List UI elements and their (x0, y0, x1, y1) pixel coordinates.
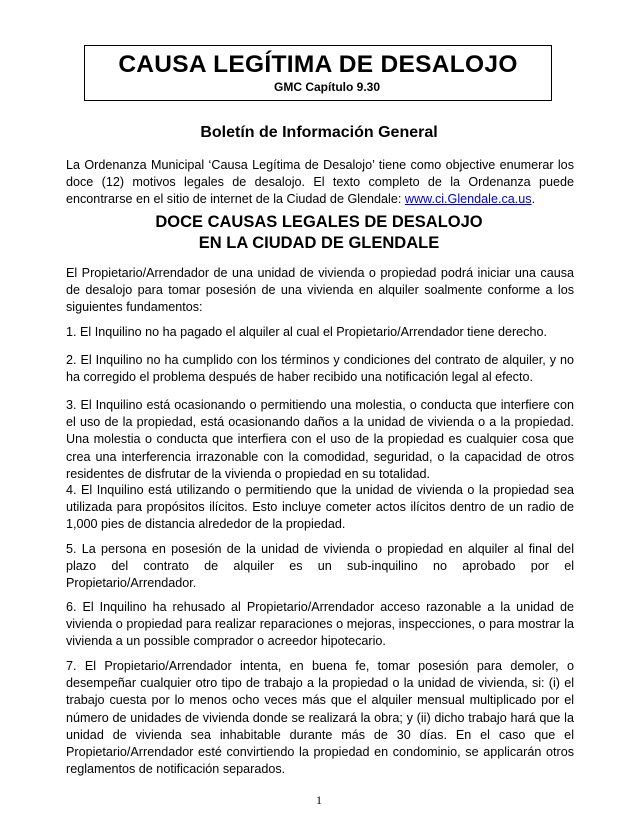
cause-item-6: 6. El Inquilino ha rehusado al Propietario/Arrendador acceso razonable a la unidad de vivienda o propiedad para realizar reparaciones o mejoras, inspecciones, o para mostrar la vivienda a un possible comprador o acreedor hipotecario. (66, 600, 574, 649)
intro-paragraph (66, 157, 574, 209)
page-number: 1 (316, 793, 322, 807)
section-heading-line-1: DOCE CAUSAS LEGALES DE DESALOJO (155, 213, 483, 231)
title-box (84, 45, 552, 101)
cause-item-5: 5. La persona en posesión de la unidad de vivienda o propiedad en alquiler al final del plazo del contrato de alquiler es un sub-inquilino no aprobado por el Propietario/Arrendador. (66, 542, 574, 591)
document-subtitle: GMC Capítulo 9.30 (273, 80, 380, 94)
cause-item-2: 2. El Inquilino no ha cumplido con los términos y condiciones del contrato de alquiler, y no ha corregido el problema después de haber recibido una notificación legal al efecto. (66, 353, 574, 385)
cause-item-7: 7. El Propietario/Arrendador intenta, en buena fe, tomar posesión para demoler, o desempeñar cualquier otro tipo de trabajo a la propiedad o la unidad de vivienda, si: (i) el trabajo cuesta por lo menos ocho veces más que el alquiler mensual multiplicado por el número de unidades de vivienda donde se realizará la obra; y (ii) dicho trabajo hará que la unidad de vivienda sea inhabitable durante más de 30 días. En el caso que el Propietario/Arrendador esté convirtiendo la propiedad en condominio, se applicarán otros reglamentos de notificación separados. (66, 659, 574, 777)
bulletin-title: Boletín de Información General (200, 124, 438, 141)
cause-item-4: 4. El Inquilino está utilizando o permitiendo que la unidad de vivienda o la propiedad sea utilizada para propósitos ilícitos. Esto incluye cometer actos ilícitos dentro de un radio de 1,000 pies de distancia alrededor de la propiedad. (66, 483, 574, 532)
cause-item-1: 1. El Inquilino no ha pagado el alquiler al cual el Propietario/Arrendador tiene derecho. (66, 325, 547, 339)
website-link[interactable]: www.ci.Glendale.ca.us (404, 192, 532, 207)
document-title: CAUSA LEGÍTIMA DE DESALOJO (118, 51, 518, 78)
body-intro-paragraph: El Propietario/Arrendador de una unidad de vivienda o propiedad podrá iniciar una causa de desalojo para tomar posesión de una vivienda en alquiler soalmente conforme a los siguientes fundamentos: (66, 266, 574, 315)
section-heading (0, 212, 638, 254)
intro-text: La Ordenanza Municipal ‘Causa Legítima de Desalojo’ tiene como objective enumerar los doce (12) motivos legales de desalojo. El texto completo de la Ordenanza puede encontrarse en el sitio de internet de la Ciudad de Glendale: (66, 158, 574, 207)
intro-end: . (531, 192, 536, 207)
section-heading-line-2: EN LA CIUDAD DE GLENDALE (198, 234, 440, 252)
cause-item-3: 3. El Inquilino está ocasionando o permitiendo una molestia, o conducta que interfiere con el uso de la propiedad, está ocasionando daños a la unidad de vivienda o a la propiedad. Una molestia o conducta que interfiera con el uso de la propiedad es cualquier cosa que crea una interferencia irrazonable con la comodidad, seguridad, o la capacidad de otros residentes de disfrutar de la vivienda o propiedad en su totalidad. (66, 398, 574, 481)
